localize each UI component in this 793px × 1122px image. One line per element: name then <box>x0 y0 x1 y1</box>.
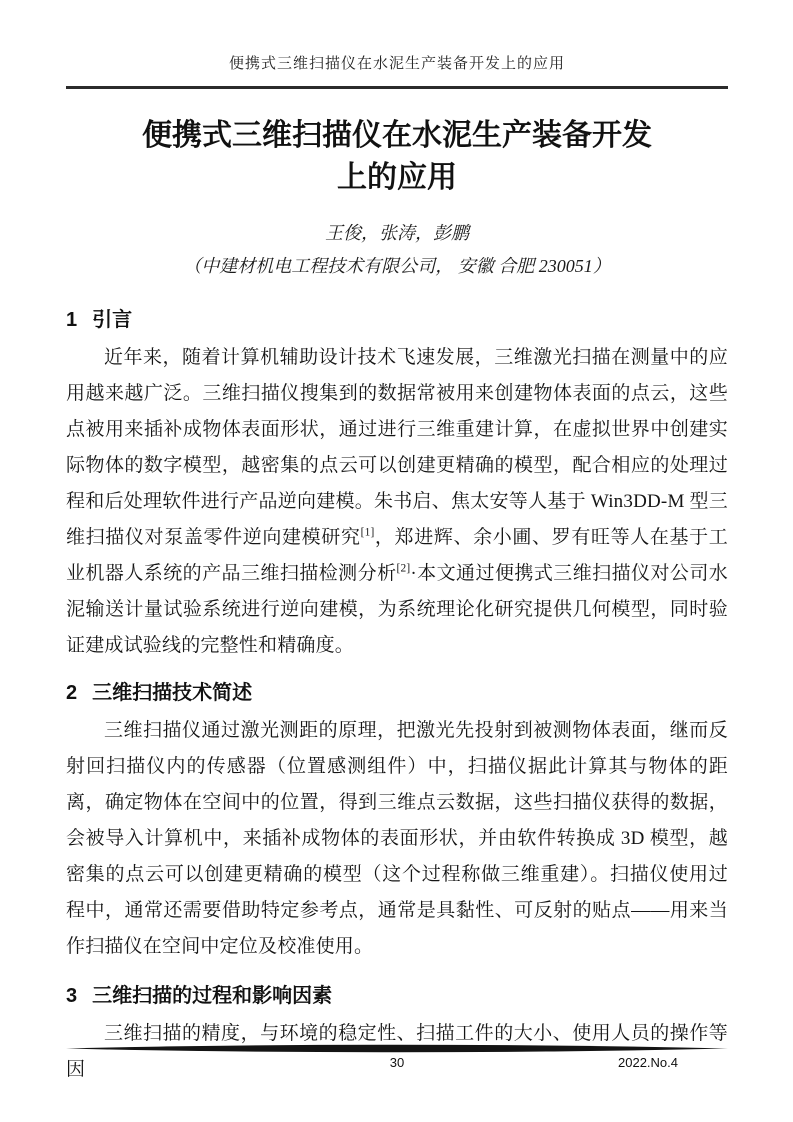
section-title: 三维扫描的过程和影响因素 <box>92 985 333 1007</box>
paragraph-scan-process: 三维扫描的精度，与环境的稳定性、扫描工件的大小、使用人员的操作等因 <box>66 1023 728 1080</box>
affiliation-line: （中建材机电工程技术有限公司， 安徽 合肥 230051） <box>183 256 611 276</box>
paper-title-line2: 上的应用 <box>337 161 457 194</box>
authors-line: 王俊，张涛，彭鹏 <box>325 223 469 243</box>
section-number: 2 <box>66 682 78 704</box>
footer-row <box>66 1055 728 1073</box>
page-footer <box>66 1044 728 1073</box>
paragraph-introduction: 近年来，随着计算机辅助设计技术飞速发展，三维激光扫描在测量中的应用越来越广泛。三维扫描仪搜集到的数据常被用来创建物体表面的点云，这些点被用来插补成物体表面形状，通过进行三维重建计算，在虚拟世界中创建实际物体的数字模型，越密集的点云可以创建更精确的模型，配合相应的处理过程和后处理软件进行产品逆向建模。朱书启、焦太安等人基于 Win3DD-M 型三维扫描仪对泵盖零件逆向建模研究[1]，郑进辉、余小圃、罗有旺等人在基于工业机器人系统的产品三维扫描检测分析[2]·本文通过便携式三维扫描仪对公司水泥输送计量试验系统进行逆向建模，为系统理论化研究提供几何模型，同时验证建成试验线的完整性和精确度。 <box>66 347 728 656</box>
issue-number: 2022.No.4 <box>618 1055 678 1070</box>
page-number: 30 <box>389 1055 405 1070</box>
section-heading-1 <box>66 303 728 332</box>
section-heading-2 <box>66 676 728 705</box>
paper-title-line1: 便携式三维扫描仪在水泥生产装备开发 <box>142 119 652 152</box>
section-title: 三维扫描技术简述 <box>92 682 253 704</box>
section-number: 3 <box>66 985 78 1007</box>
section-title: 引言 <box>92 309 133 331</box>
running-header: 便携式三维扫描仪在水泥生产装备开发上的应用 <box>228 56 565 72</box>
paragraph-scan-tech-overview: 三维扫描仪通过激光测距的原理，把激光先投射到被测物体表面，继而反射回扫描仪内的传感器（位置感测组件）中，扫描仪据此计算其与物体的距离，确定物体在空间中的位置，得到三维点云数据，这些扫描仪获得的数据，会被导入计算机中，来插补成物体的表面形状，并由软件转换成 3D 模型，越密集的点云可以创建更精确的模型（这个过程称做三维重建）。扫描仪使用过程中，通常还需要借助特定参考点，通常是具黏性、可反射的贴点——用来当作扫描仪在空间中定位及校准使用。 <box>66 720 728 957</box>
header-rule <box>66 86 728 89</box>
footer-rule <box>66 1044 728 1053</box>
paper-title <box>66 115 728 199</box>
section-heading-3 <box>66 979 728 1008</box>
section-number: 1 <box>66 309 78 331</box>
